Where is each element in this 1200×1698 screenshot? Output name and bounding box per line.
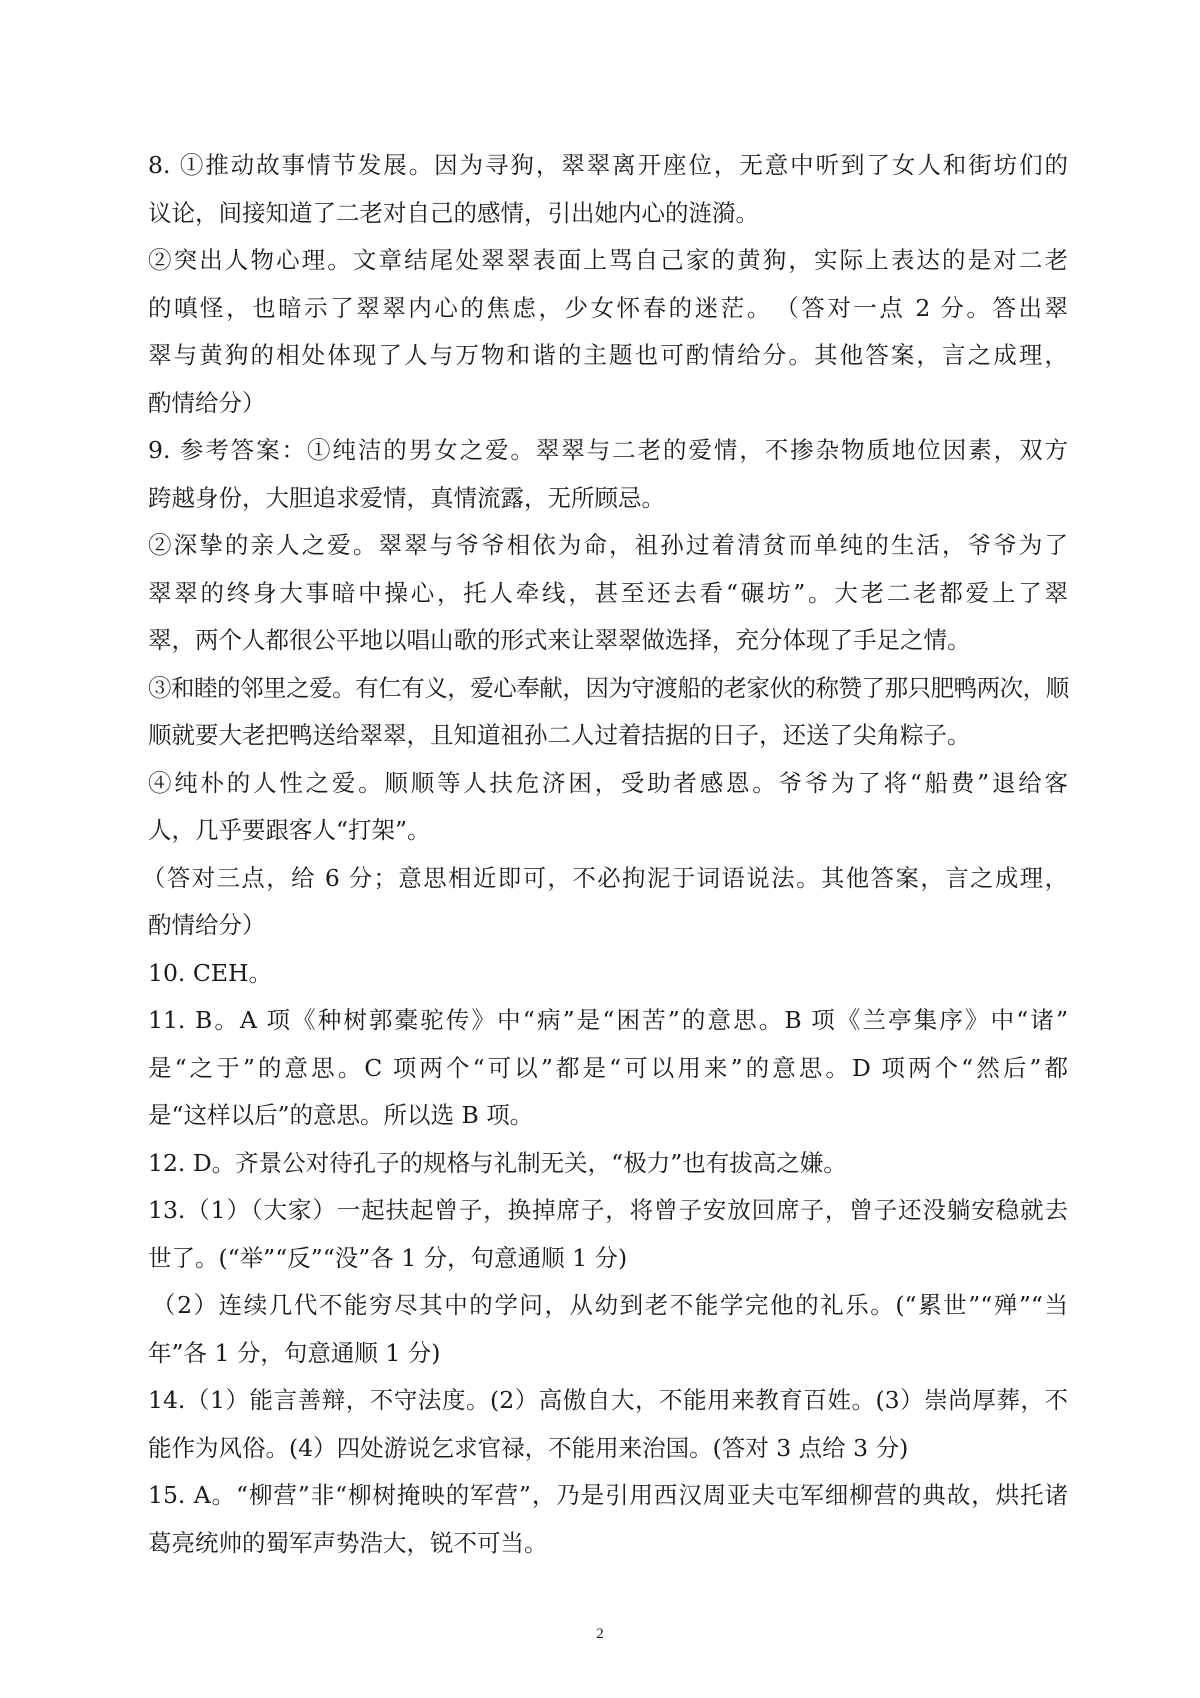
text-line: 酌情给分） (148, 388, 266, 417)
text-line: 翠与黄狗的相处体现了人与万物和谐的主题也可酌情给分。其他答案，言之成理， (148, 341, 1068, 369)
text-line: 世了。(“举”“反”“没”各 1 分，句意通顺 1 分) (148, 1243, 628, 1272)
text-line: 能作为风俗。(4）四处游说乞求官禄，不能用来治国。(答对 3 点给 3 分) (148, 1433, 909, 1462)
text-line: ④纯朴的人性之爱。顺顺等人扶危济困，受助者感恩。爷爷为了将“船费”退给客 (148, 768, 1068, 797)
text-line: 9. 参考答案：①纯洁的男女之爱。翠翠与二老的爱情，不掺杂物质地位因素，双方 (148, 436, 1068, 464)
text-line: ③和睦的邻里之爱。有仁有义，爱心奉献，因为守渡船的老家伙的称赞了那只肥鸭两次，顺 (148, 673, 1068, 702)
text-line: 议论，间接知道了二老对自己的感情，引出她内心的涟漪。 (148, 198, 759, 227)
text-line: ②突出人物心理。文章结尾处翠翠表面上骂自己家的黄狗，实际上表达的是对二老 (148, 246, 1068, 274)
text-line: 13.（1）（大家）一起扶起曾子，换掉席子，将曾子安放回席子，曾子还没躺安稳就去 (148, 1196, 1068, 1224)
text-line: 翠翠的终身大事暗中操心，托人牵线，甚至还去看“碾坊”。大老二老都爱上了翠 (148, 578, 1068, 607)
text-line: 14.（1）能言善辩，不守法度。(2）高傲自大，不能用来教育百姓。(3）崇尚厚葬，不 (148, 1386, 1068, 1414)
text-line: 年”各 1 分，句意通顺 1 分) (148, 1338, 441, 1367)
text-line: 翠，两个人都很公平地以唱山歌的形式来让翠翠做选择，充分体现了手足之情。 (148, 626, 971, 654)
text-line: 人，几乎要跟客人“打架”。 (148, 816, 431, 844)
page-number: 2 (596, 1626, 604, 1642)
text-line: 的嗔怪，也暗示了翠翠内心的焦虑，少女怀春的迷茫。 （答对一点 2 分。答出翠 (148, 293, 1068, 322)
text-line: ②深挚的亲人之爱。翠翠与爷爷相依为命，祖孙过着清贫而单纯的生活，爷爷为了 (148, 531, 1068, 559)
text-line: 12. D。齐景公对待孔子的规格与礼制无关，“极力”也有拔高之嫌。 (148, 1148, 847, 1177)
text-line: 8. ①推动故事情节发展。因为寻狗，翠翠离开座位，无意中听到了女人和街坊们的 (148, 151, 1068, 179)
text-line: 跨越身份，大胆追求爱情，真情流露，无所顾忌。 (148, 483, 665, 512)
text-line: （2）连续几代不能穷尽其中的学问，从幼到老不能学完他的礼乐。(“累世”“殚”“当 (152, 1291, 1068, 1319)
text-line: 15. A。“柳营”非“柳树掩映的军营”，乃是引用西汉周亚夫屯军细柳营的典故，烘托诸 (148, 1481, 1068, 1509)
text-line: （答对三点，给 6 分；意思相近即可，不必拘泥于词语说法。其他答案，言之成理， (142, 863, 1068, 892)
text-line: 是“这样以后”的意思。所以选 B 项。 (148, 1101, 534, 1129)
text-line: 10. CEH。 (148, 958, 272, 987)
text-line: 酌情给分） (148, 911, 266, 939)
text-line: 顺就要大老把鸭送给翠翠，且知道祖孙二人过着拮据的日子，还送了尖角粽子。 (148, 721, 971, 749)
document-body (142, 142, 1068, 1567)
text-line: 11. B。A 项《种树郭橐驼传》中“病”是“困苦”的意思。B 项《兰亭集序》中“诸” (148, 1006, 1068, 1034)
text-line: 葛亮统帅的蜀军声势浩大，锐不可当。 (148, 1528, 548, 1557)
text-line: 是“之于”的意思。C 项两个“可以”都是“可以用来”的意思。D 项两个“然后”都 (148, 1053, 1068, 1082)
